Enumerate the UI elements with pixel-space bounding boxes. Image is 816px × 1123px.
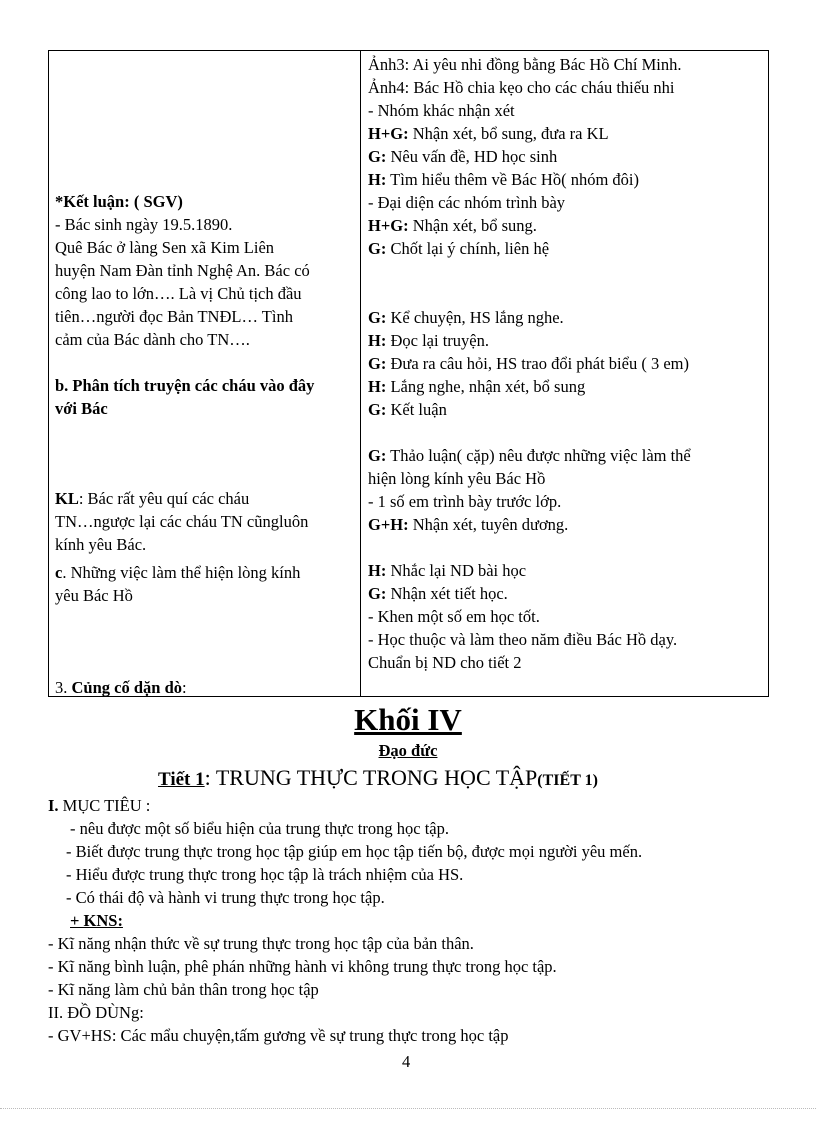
left-text: c [55, 563, 63, 582]
right-text: - 1 số em trình bày trước lớp. [368, 492, 562, 511]
left-line [55, 282, 302, 305]
left-text: kính yêu Bác. [55, 535, 147, 554]
left-line [55, 510, 308, 533]
body-line [66, 863, 463, 886]
left-text: - Bác sinh ngày 19.5.1890. [55, 215, 233, 234]
left-text: : [182, 678, 187, 697]
right-line [368, 76, 675, 99]
right-text: Đưa ra câu hỏi, HS trao đổi phát biểu ( 3 em) [386, 354, 689, 373]
right-text: Chuẩn bị ND cho tiết 2 [368, 653, 522, 672]
left-text: cảm của Bác dành cho TN…. [55, 330, 250, 349]
right-text: Kể chuyện, HS lắng nghe. [386, 308, 564, 327]
right-line [368, 513, 568, 536]
left-text: tiên…người đọc Bản TNĐL… Tình [55, 307, 293, 326]
right-line [368, 352, 689, 375]
right-text: Nhận xét tiết học. [386, 584, 508, 603]
body-text: I. [48, 796, 59, 815]
body-line [48, 794, 150, 817]
right-text: - Khen một số em học tốt. [368, 607, 540, 626]
left-text: . Những việc làm thể hiện lòng kính [62, 563, 301, 582]
right-line [368, 53, 681, 76]
left-line [55, 328, 250, 351]
left-line [55, 397, 108, 420]
body-line [48, 1001, 144, 1024]
left-line [55, 259, 310, 282]
body-line [48, 955, 557, 978]
body-line [66, 886, 385, 909]
body-text: - Kĩ năng bình luận, phê phán những hành vi không trung thực trong học tập. [48, 957, 557, 976]
body-line [70, 909, 123, 932]
table-right-column [361, 51, 768, 696]
right-text: - Học thuộc và làm theo năm điều Bác Hồ dạy. [368, 630, 678, 649]
body-text: II. ĐỒ DÙNg: [48, 1003, 144, 1022]
left-line [55, 236, 274, 259]
left-text: *Kết luận: [55, 192, 134, 211]
body-line [48, 978, 319, 1001]
body-text: - GV+HS: Các mẩu chuyện,tấm gương về sự trung thực trong học tập [48, 1026, 509, 1045]
page-number: 4 [402, 1052, 411, 1071]
lesson-title [158, 764, 598, 795]
body-line [48, 1024, 508, 1047]
lesson-table [48, 50, 769, 697]
left-text: huyện Nam Đàn tỉnh Nghệ An. Bác có [55, 261, 310, 280]
left-line [55, 305, 293, 328]
right-line [368, 651, 522, 674]
right-text: - Đại diện các nhóm trình bày [368, 193, 566, 212]
lesson-number: Tiết 1 [158, 769, 205, 790]
right-line [368, 628, 677, 651]
left-line [55, 190, 183, 213]
left-line [55, 533, 146, 556]
right-text: Tìm hiểu thêm về Bác Hồ( nhóm đôi) [386, 170, 639, 189]
left-text: công lao to lớn…. Là vị Chủ tịch đầu [55, 284, 302, 303]
right-text: Nêu vấn đề, HD học sinh [386, 147, 558, 166]
right-text: hiện lòng kính yêu Bác Hồ [368, 469, 546, 488]
lesson-colon: : [204, 765, 216, 790]
right-text: G: [368, 354, 387, 373]
right-text: Ảnh4: Bác Hồ chia kẹo cho các cháu thiếu nhi [368, 78, 675, 97]
left-text: 3. [55, 678, 72, 697]
right-text: Nhắc lại ND bài học [386, 561, 527, 580]
right-line [368, 145, 557, 168]
right-line [368, 99, 515, 122]
right-text: - Nhóm khác nhận xét [368, 101, 515, 120]
right-text: G: [368, 308, 387, 327]
right-line [368, 214, 537, 237]
right-line [368, 444, 691, 467]
right-line [368, 490, 561, 513]
right-text: H: [368, 331, 387, 350]
right-text: G: [368, 239, 387, 258]
right-text: H: [368, 170, 387, 189]
right-text: Nhận xét, tuyên dương. [408, 515, 569, 534]
left-text: KL [55, 489, 79, 508]
right-text: Thảo luận( cặp) nêu được những việc làm thể [386, 446, 691, 465]
body-text: - Hiểu được trung thực trong học tập là trách nhiệm của HS. [66, 865, 464, 884]
right-line [368, 467, 545, 490]
left-line [55, 584, 133, 607]
right-line [368, 306, 564, 329]
right-text: G: [368, 147, 387, 166]
right-text: G: [368, 400, 387, 419]
left-line [55, 213, 232, 236]
left-line [55, 676, 187, 699]
right-line [368, 375, 585, 398]
left-text: b. Phân tích truyện các cháu vào đây [55, 376, 315, 395]
right-text: H: [368, 561, 387, 580]
right-line [368, 237, 549, 260]
right-line [368, 398, 447, 421]
right-text: H+G: [368, 216, 409, 235]
right-line [368, 582, 508, 605]
body-text: + KNS: [70, 911, 123, 930]
lesson-title-suffix: (TIẾT 1) [537, 772, 598, 789]
right-line [368, 605, 540, 628]
body-text: - Kĩ năng nhận thức về sự trung thực trong học tập của bản thân. [48, 934, 474, 953]
right-line [368, 122, 609, 145]
right-text: Lắng nghe, nhận xét, bổ sung [386, 377, 586, 396]
right-text: Đọc lại truyện. [386, 331, 489, 350]
left-text: yêu Bác Hồ [55, 586, 133, 605]
body-text: - Biết được trung thực trong học tập giúp em học tập tiến bộ, được mọi người yêu mến. [66, 842, 643, 861]
left-text: Củng cố dặn dò [71, 678, 182, 697]
subject-heading: Đạo đức [378, 741, 438, 760]
table-left-column [49, 51, 361, 696]
right-text: H+G: [368, 124, 409, 143]
right-line [368, 168, 639, 191]
body-text: - nêu được một số biểu hiện của trung thực trong học tập. [70, 819, 449, 838]
right-text: Kết luận [386, 400, 447, 419]
page-bottom-divider [0, 1108, 816, 1109]
grade-heading: Khối IV [354, 702, 462, 737]
left-text: với Bác [55, 399, 108, 418]
right-text: Nhận xét, bổ sung, đưa ra KL [408, 124, 609, 143]
right-text: Chốt lại ý chính, liên hệ [386, 239, 550, 258]
right-text: Nhận xét, bổ sung. [408, 216, 537, 235]
body-line [66, 840, 642, 863]
right-text: G: [368, 584, 387, 603]
body-text: MỤC TIÊU : [58, 796, 151, 815]
left-line [55, 487, 249, 510]
body-text: - Có thái độ và hành vi trung thực trong học tập. [66, 888, 385, 907]
right-line [368, 329, 489, 352]
right-line [368, 191, 565, 214]
body-text: - Kĩ năng làm chủ bản thân trong học tập [48, 980, 319, 999]
right-text: Ảnh3: Ai yêu nhi đồng bằng Bác Hồ Chí Minh. [368, 55, 682, 74]
lesson-title-text: TRUNG THỰC TRONG HỌC TẬP [215, 765, 538, 790]
body-line [70, 817, 449, 840]
right-line [368, 559, 526, 582]
left-text: TN…ngược lại các cháu TN cũngluôn [55, 512, 309, 531]
right-text: G: [368, 446, 387, 465]
left-line [55, 374, 314, 397]
left-text: : Bác rất yêu quí các cháu [78, 489, 250, 508]
left-text: Quê Bác ở làng Sen xã Kim Liên [55, 238, 275, 257]
right-text: H: [368, 377, 387, 396]
left-text: ( SGV) [133, 192, 183, 211]
body-line [48, 932, 474, 955]
left-line [55, 561, 300, 584]
right-text: G+H: [368, 515, 409, 534]
